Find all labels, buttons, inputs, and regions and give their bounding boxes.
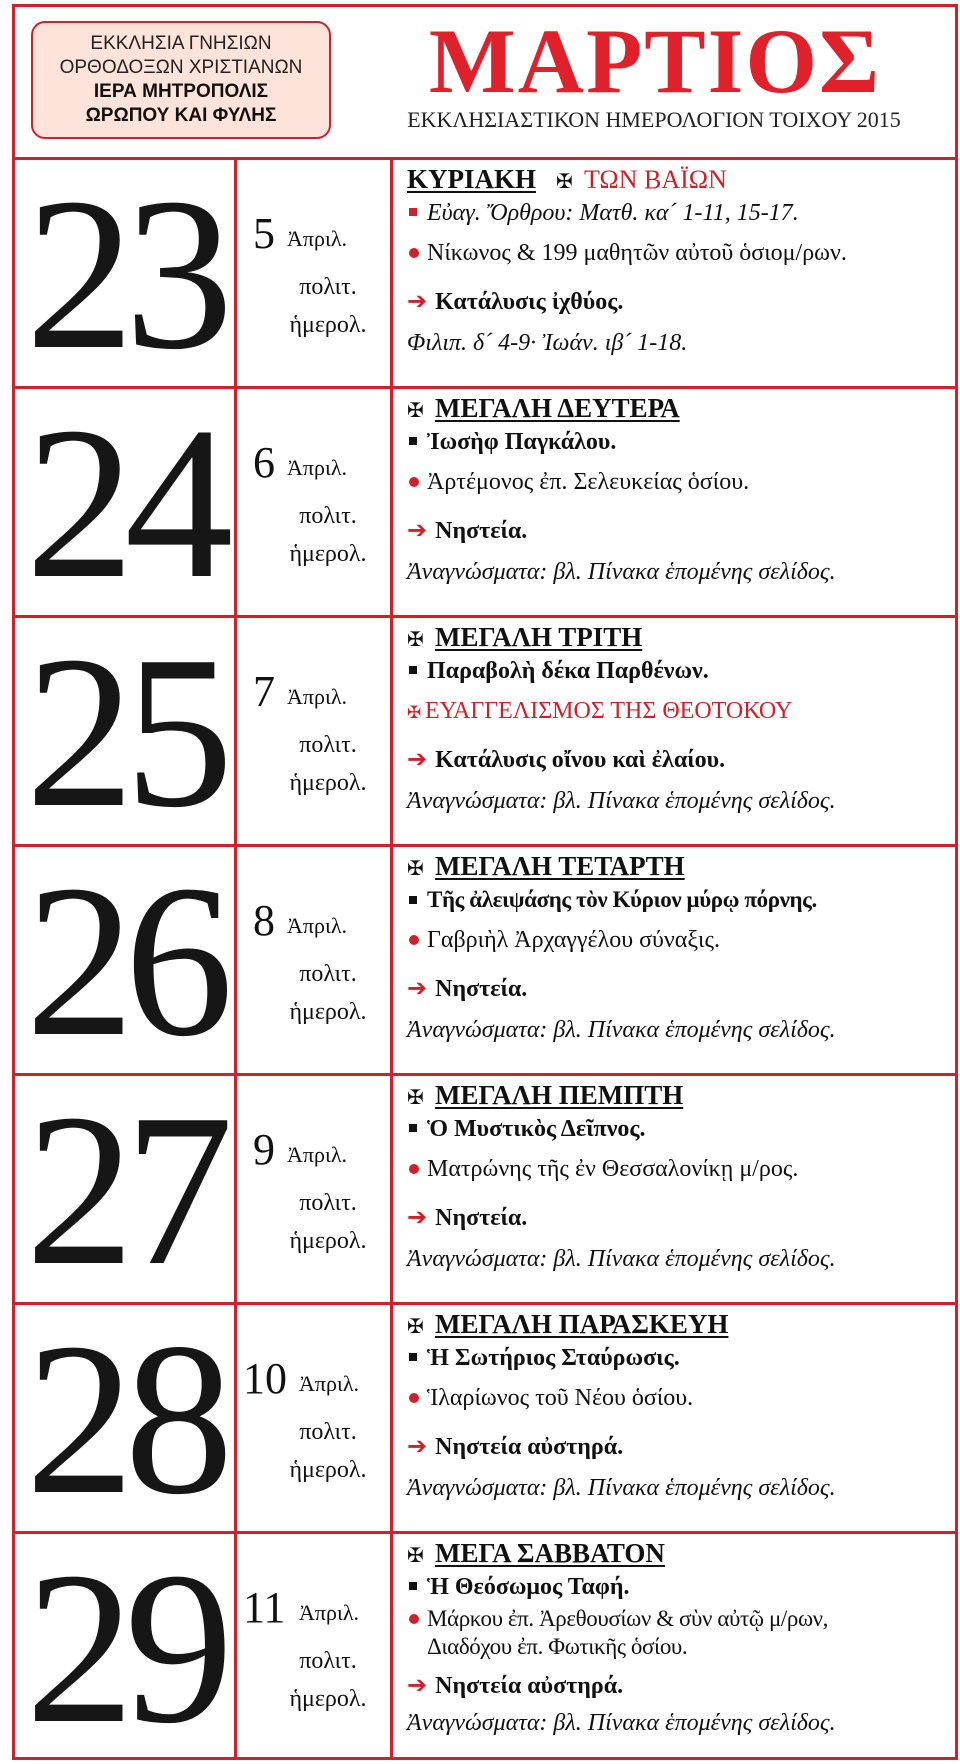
hmerol-label: ἡμερολ. <box>289 1228 367 1254</box>
hmerol-label: ἡμερολ. <box>289 770 367 796</box>
square-bullet-icon <box>409 1124 417 1132</box>
readings-line: Ἀναγνώσματα: βλ. Πίνακα ἑπομένης σελίδος. <box>407 1017 836 1043</box>
polit-label: πολιτ. <box>299 1648 357 1674</box>
saint-commemoration: Ἀρτέμονος ἐπ. Σελευκείας ὁσίου. <box>427 469 750 495</box>
new-calendar-date <box>237 1305 393 1531</box>
saint-line-continued: Διαδόχου ἐπ. Φωτικῆς ὁσίου. <box>427 1634 688 1659</box>
cross-icon: ✠ <box>407 1545 424 1567</box>
calendar-subtitle: ΕΚΚΛΗΣΙΑΣΤΙΚΟΝ ΗΜΕΡΟΛΟΓΙΟΝ ΤΟΙΧΟΥ 2015 <box>407 107 901 132</box>
feast-name: ΜΕΓΑ ΣΑΒΒΑΤΟΝ <box>435 1538 665 1568</box>
day-content <box>407 1076 959 1302</box>
dot-bullet-icon <box>409 935 419 945</box>
cross-icon: ✠ <box>407 1316 424 1338</box>
feast-title-line <box>407 1080 683 1113</box>
cross-icon: ✠ <box>407 400 424 422</box>
new-calendar-day: 9 <box>253 1125 275 1174</box>
main-commemoration: Ἡ Σωτήριος Σταύρωσις. <box>427 1345 680 1371</box>
cross-icon: ✠ <box>407 1087 424 1109</box>
dot-bullet-icon <box>409 477 419 487</box>
saint-line <box>407 885 817 915</box>
feast-name: ΜΕΓΑΛΗ ΠΑΡΑΣΚΕΥΗ <box>435 1309 729 1339</box>
day-row-28 <box>15 1305 955 1534</box>
main-commemoration: Ὁ Μυστικὸς Δεῖπνος. <box>427 1116 646 1142</box>
great-feast-line <box>407 696 792 728</box>
gospel-line <box>407 198 799 228</box>
church-line-1: ΕΚΚΛΗΣΙΑ ΓΝΗΣΙΩΝ <box>90 33 272 54</box>
day-row-25 <box>15 618 955 847</box>
calendar-page <box>12 4 958 1760</box>
saint-commemoration: Μάρκου ἐπ. Ἀρεθουσίων & σὺν αὐτῷ μ/ρων, <box>427 1606 829 1631</box>
saint-line <box>407 427 616 457</box>
feast-title-line <box>407 622 642 655</box>
saint-commemoration: Ἱλαρίωνος τοῦ Νέου ὁσίου. <box>427 1385 694 1411</box>
new-calendar-date <box>237 1076 393 1302</box>
new-calendar-date <box>237 847 393 1073</box>
saint-line <box>407 1383 693 1413</box>
feast-title-line <box>407 164 727 197</box>
gospel-reading: Εὐαγ. Ὄρθρου: Ματθ. κα´ 1-11, 15-17. <box>427 200 799 226</box>
polit-label: πολιτ. <box>299 1190 357 1216</box>
new-calendar-date <box>237 1534 393 1760</box>
new-calendar-month: Ἀπριλ. <box>287 226 348 251</box>
saint-line <box>407 925 720 955</box>
day-number: 26 <box>15 847 237 1073</box>
readings-line: Ἀναγνώσματα: βλ. Πίνακα ἑπομένης σελίδος. <box>407 1246 836 1272</box>
new-calendar-date <box>237 618 393 844</box>
feast-title-line <box>407 393 680 426</box>
fasting-line <box>407 1670 623 1701</box>
polit-label: πολιτ. <box>299 1419 357 1445</box>
hmerol-label: ἡμερολ. <box>289 1457 367 1483</box>
cross-icon: ✠ <box>407 858 424 880</box>
readings-line: Φιλιπ. δ´ 4-9· Ἰωάν. ιβ´ 1-18. <box>407 330 688 356</box>
fasting-rule: Κατάλυσις οἴνου καὶ ἐλαίου. <box>435 747 726 773</box>
saint-line <box>407 656 709 686</box>
square-bullet-icon <box>409 1582 417 1590</box>
polit-label: πολιτ. <box>299 274 357 300</box>
fasting-rule: Νηστεία αὐστηρά. <box>435 1434 624 1460</box>
feast-name: ΜΕΓΑΛΗ ΤΕΤΑΡΤΗ <box>435 851 685 881</box>
saint-commemoration: Ματρώνης τῆς ἐν Θεσσαλονίκῃ μ/ρος. <box>427 1156 799 1182</box>
new-calendar-day: 8 <box>253 896 275 945</box>
day-content <box>407 847 959 1073</box>
fasting-rule: Κατάλυσις ἰχθύος. <box>435 289 624 315</box>
day-content <box>407 160 959 386</box>
day-content <box>407 389 959 615</box>
new-calendar-day: 7 <box>253 667 275 716</box>
new-calendar-month: Ἀπριλ. <box>299 1600 360 1625</box>
day-number: 27 <box>15 1076 237 1302</box>
readings-line: Ἀναγνώσματα: βλ. Πίνακα ἑπομένης σελίδος. <box>407 788 836 814</box>
fasting-line <box>407 1202 527 1233</box>
square-bullet-icon <box>409 437 417 445</box>
fasting-rule: Νηστεία. <box>435 518 528 544</box>
dot-bullet-icon <box>409 1164 419 1174</box>
arrow-right-icon: ➔ <box>407 287 428 315</box>
fasting-line <box>407 744 725 775</box>
saint-commemoration: Νίκωνος & 199 μαθητῶν αὐτοῦ ὁσιομ/ρων. <box>427 240 847 266</box>
feast-title-line <box>407 851 685 884</box>
great-feast-name: ΕΥΑΓΓΕΛΙΣΜΟΣ ΤΗΣ ΘΕΟΤΟΚΟΥ <box>425 698 793 724</box>
arrow-right-icon: ➔ <box>407 974 428 1002</box>
feast-name: ΜΕΓΑΛΗ ΤΡΙΤΗ <box>435 622 643 652</box>
saint-commemoration: Γαβριὴλ Ἀρχαγγέλου σύναξις. <box>427 927 721 953</box>
main-commemoration: Ἡ Θεόσωμος Ταφή. <box>427 1574 630 1600</box>
new-calendar-day: 11 <box>243 1583 286 1632</box>
fasting-line <box>407 1431 623 1462</box>
polit-label: πολιτ. <box>299 732 357 758</box>
cross-icon: ✠ <box>556 171 573 193</box>
polit-label: πολιτ. <box>299 961 357 987</box>
month-title: ΜΑΡΤΙΟΣ <box>428 10 882 112</box>
feast-title-line <box>407 1309 728 1342</box>
arrow-right-icon: ➔ <box>407 745 428 773</box>
main-commemoration: Παραβολὴ δέκα Παρθένων. <box>427 658 709 684</box>
arrow-right-icon: ➔ <box>407 1432 428 1460</box>
dot-bullet-icon <box>409 248 419 258</box>
day-row-23 <box>15 160 955 389</box>
fasting-rule: Νηστεία αὐστηρά. <box>435 1673 624 1699</box>
fasting-line <box>407 973 527 1004</box>
square-bullet-icon <box>409 896 417 904</box>
new-calendar-date <box>237 389 393 615</box>
day-number: 28 <box>15 1305 237 1531</box>
saint-line <box>407 1604 828 1634</box>
dot-bullet-icon <box>409 1614 419 1624</box>
new-calendar-month: Ἀπριλ. <box>287 684 348 709</box>
day-row-26 <box>15 847 955 1076</box>
day-number: 24 <box>15 389 237 615</box>
square-bullet-icon <box>409 666 417 674</box>
new-calendar-month: Ἀπριλ. <box>299 1371 360 1396</box>
saint-line <box>407 1343 680 1373</box>
day-row-24 <box>15 389 955 618</box>
saint-line <box>407 467 749 497</box>
square-bullet-icon <box>409 208 417 216</box>
day-content <box>407 1305 959 1531</box>
new-calendar-month: Ἀπριλ. <box>287 1142 348 1167</box>
church-name-box <box>31 21 331 139</box>
cross-icon: ✠ <box>407 629 424 651</box>
readings-line: Ἀναγνώσματα: βλ. Πίνακα ἑπομένης σελίδος. <box>407 559 836 585</box>
feast-name: ΜΕΓΑΛΗ ΔΕΥΤΕΡΑ <box>435 393 680 423</box>
fasting-rule: Νηστεία. <box>435 1205 528 1231</box>
main-commemoration: Ἰωσὴφ Παγκάλου. <box>427 429 617 455</box>
calendar-header <box>15 7 955 160</box>
fasting-rule: Νηστεία. <box>435 976 528 1002</box>
arrow-right-icon: ➔ <box>407 1203 428 1231</box>
day-row-27 <box>15 1076 955 1305</box>
arrow-right-icon: ➔ <box>407 1671 428 1699</box>
weekday-title: ΚΥΡΙΑΚΗ <box>407 164 537 194</box>
new-calendar-month: Ἀπριλ. <box>287 913 348 938</box>
day-row-29 <box>15 1534 955 1760</box>
church-line-3: ΙΕΡΑ ΜΗΤΡΟΠΟΛΙΣ <box>93 81 269 102</box>
main-commemoration: Τῆς ἀλειψάσης τὸν Κύριον μύρῳ πόρνης. <box>427 887 817 912</box>
saint-line <box>407 238 847 268</box>
new-calendar-day: 6 <box>253 438 275 487</box>
hmerol-label: ἡμερολ. <box>289 999 367 1025</box>
hmerol-label: ἡμερολ. <box>289 541 367 567</box>
church-line-2: ΟΡΘΟΔΟΞΩΝ ΧΡΙΣΤΙΑΝΩΝ <box>59 57 303 78</box>
new-calendar-date <box>237 160 393 386</box>
fasting-line <box>407 286 623 317</box>
saint-line <box>407 1154 798 1184</box>
saint-line <box>407 1572 630 1602</box>
feast-name: ΜΕΓΑΛΗ ΠΕΜΠΤΗ <box>435 1080 684 1110</box>
hmerol-label: ἡμερολ. <box>289 1686 367 1712</box>
day-content <box>407 1534 959 1760</box>
new-calendar-day: 10 <box>243 1354 287 1403</box>
fasting-line <box>407 515 527 546</box>
day-number: 23 <box>15 160 237 386</box>
day-number: 25 <box>15 618 237 844</box>
readings-line: Ἀναγνώσματα: βλ. Πίνακα ἑπομένης σελίδος. <box>407 1710 836 1736</box>
polit-label: πολιτ. <box>299 503 357 529</box>
day-rows <box>15 160 955 1760</box>
day-content <box>407 618 959 844</box>
day-number: 29 <box>15 1534 237 1760</box>
feast-name: ΤΩΝ ΒΑΪΩΝ <box>584 165 727 194</box>
feast-title-line <box>407 1538 665 1571</box>
readings-line: Ἀναγνώσματα: βλ. Πίνακα ἑπομένης σελίδος. <box>407 1475 836 1501</box>
saint-line <box>407 1114 646 1144</box>
square-bullet-icon <box>409 1353 417 1361</box>
new-calendar-month: Ἀπριλ. <box>287 455 348 480</box>
cross-icon: ✠ <box>407 703 422 722</box>
arrow-right-icon: ➔ <box>407 516 428 544</box>
new-calendar-day: 5 <box>253 209 275 258</box>
dot-bullet-icon <box>409 1393 419 1403</box>
hmerol-label: ἡμερολ. <box>289 312 367 338</box>
church-line-4: ΩΡΩΠΟΥ ΚΑΙ ΦΥΛΗΣ <box>85 105 277 126</box>
